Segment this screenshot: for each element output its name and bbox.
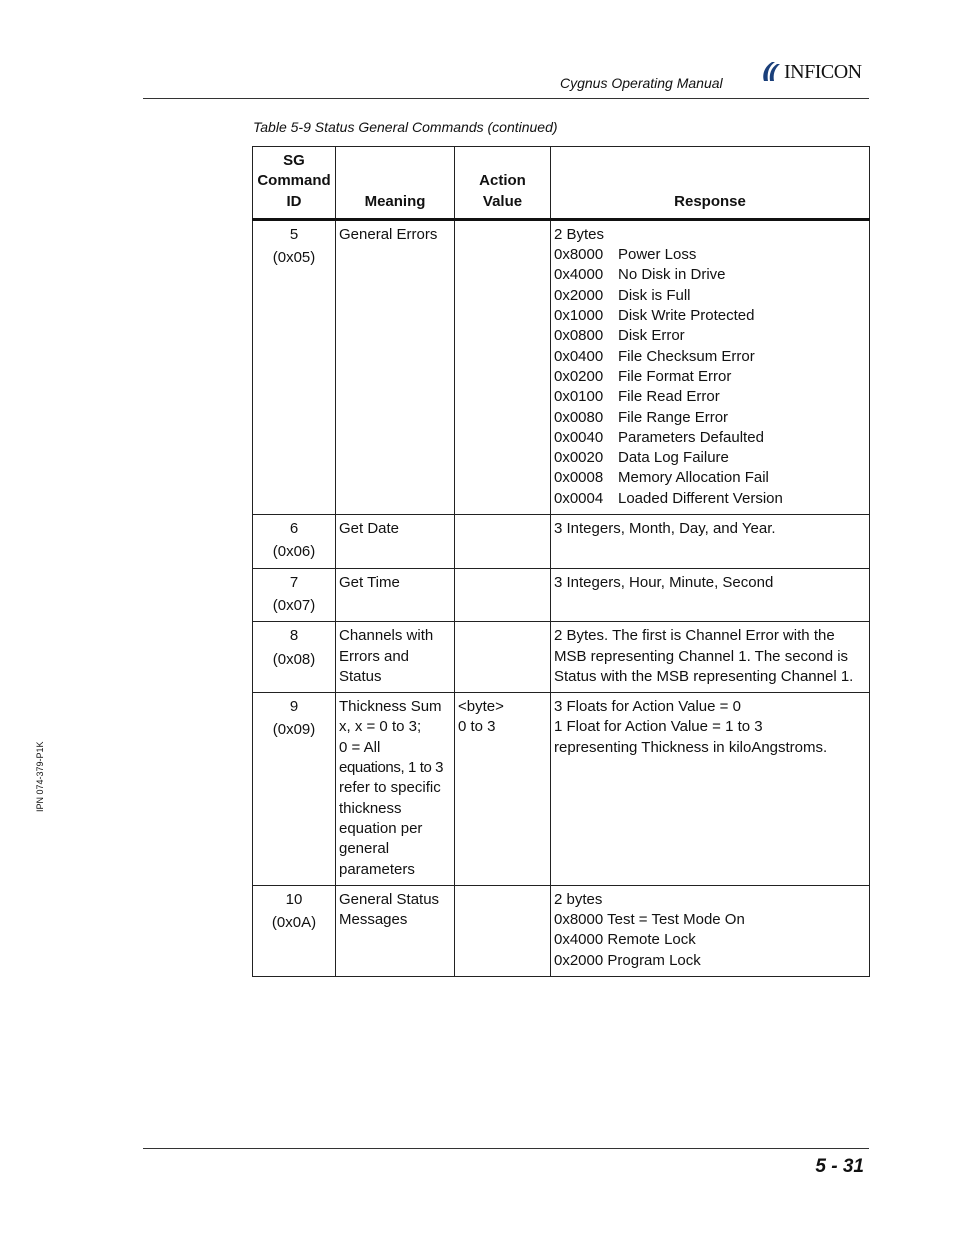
table-header-row [253,147,870,220]
inficon-logo-icon [758,59,782,85]
meaning-cell: Get Date [336,515,455,569]
command-id-cell: 10 (0x0A) [253,885,336,976]
action-cell [455,515,551,569]
table-row [253,885,870,976]
command-id-cell: 9 (0x09) [253,693,336,886]
response-cell: 2 Bytes 0x8000 Power Loss 0x4000 No Disk in Drive 0x2000 Disk is Full 0x1000 Disk Write Protected 0x0800 Disk Error 0x0400 File Checksum Error 0x0200 File Format Error 0x0100 File Read Error 0x0080 File Range Error 0x0040 Parameters Defaulted 0x0020 Data Log Failure 0x0008 Memory Allocation Fail 0x0004 Loaded Different Version [551,219,870,514]
page-number: 5 - 31 [815,1156,864,1177]
table-row [253,693,870,886]
action-cell: <byte> 0 to 3 [455,693,551,886]
error-code-row: 0x0200 File Format Error [554,367,732,385]
manual-title: Cygnus Operating Manual [560,75,723,91]
response-cell: 3 Floats for Action Value = 0 1 Float for Action Value = 1 to 3 representing Thickness in kiloAngstroms. [551,693,870,886]
action-cell [455,219,551,514]
error-code-row: 0x8000 Power Loss [554,246,697,264]
table-row [253,219,870,514]
column-header-action: Action Value [455,147,551,220]
error-code-row: 0x0008 Memory Allocation Fail [554,469,769,487]
action-cell [455,568,551,622]
error-code-row: 0x1000 Disk Write Protected [554,307,755,325]
error-code-row: 0x0004 Loaded Different Version [554,489,783,507]
inficon-logo-text: INFICON [784,60,862,83]
table-caption: Table 5-9 Status General Commands (continued) [253,119,558,135]
status-general-commands-table [252,146,870,977]
command-id-cell: 5 (0x05) [253,219,336,514]
side-document-id: IPN 074-379-P1K [35,741,45,812]
header-rule [143,98,869,99]
table-row [253,622,870,693]
column-header-id: SG Command ID [253,147,336,220]
meaning-cell: General Errors [336,219,455,514]
meaning-cell: Thickness Sum x, x = 0 to 3; 0 = All equations, 1 to 3 refer to specific thickness equation per general parameters [336,693,455,886]
meaning-cell: Channels with Errors and Status [336,622,455,693]
response-cell: 2 Bytes. The first is Channel Error with the MSB representing Channel 1. The second is Status with the MSB representing Channel 1. [551,622,870,693]
inficon-logo [758,58,873,86]
command-id-cell: 6 (0x06) [253,515,336,569]
response-cell: 3 Integers, Month, Day, and Year. [551,515,870,569]
error-code-row: 0x0400 File Checksum Error [554,347,755,365]
error-code-row: 0x0800 Disk Error [554,327,685,345]
error-code-row: 0x2000 Disk is Full [554,286,691,304]
footer-rule [143,1148,869,1149]
response-cell: 3 Integers, Hour, Minute, Second [551,568,870,622]
error-code-row: 0x0100 File Read Error [554,388,720,406]
meaning-cell: General Status Messages [336,885,455,976]
meaning-cell: Get Time [336,568,455,622]
action-cell [455,622,551,693]
error-code-row: 0x0020 Data Log Failure [554,449,729,467]
error-code-row: 0x0080 File Range Error [554,408,729,426]
column-header-meaning: Meaning [336,147,455,220]
command-id-cell: 8 (0x08) [253,622,336,693]
response-cell: 2 bytes 0x8000 Test = Test Mode On 0x4000 Remote Lock 0x2000 Program Lock [551,885,870,976]
error-code-row: 0x0040 Parameters Defaulted [554,428,764,446]
table-row [253,568,870,622]
error-code-row: 0x4000 No Disk in Drive [554,266,726,284]
column-header-response: Response [551,147,870,220]
action-cell [455,885,551,976]
command-id-cell: 7 (0x07) [253,568,336,622]
table-row [253,515,870,569]
